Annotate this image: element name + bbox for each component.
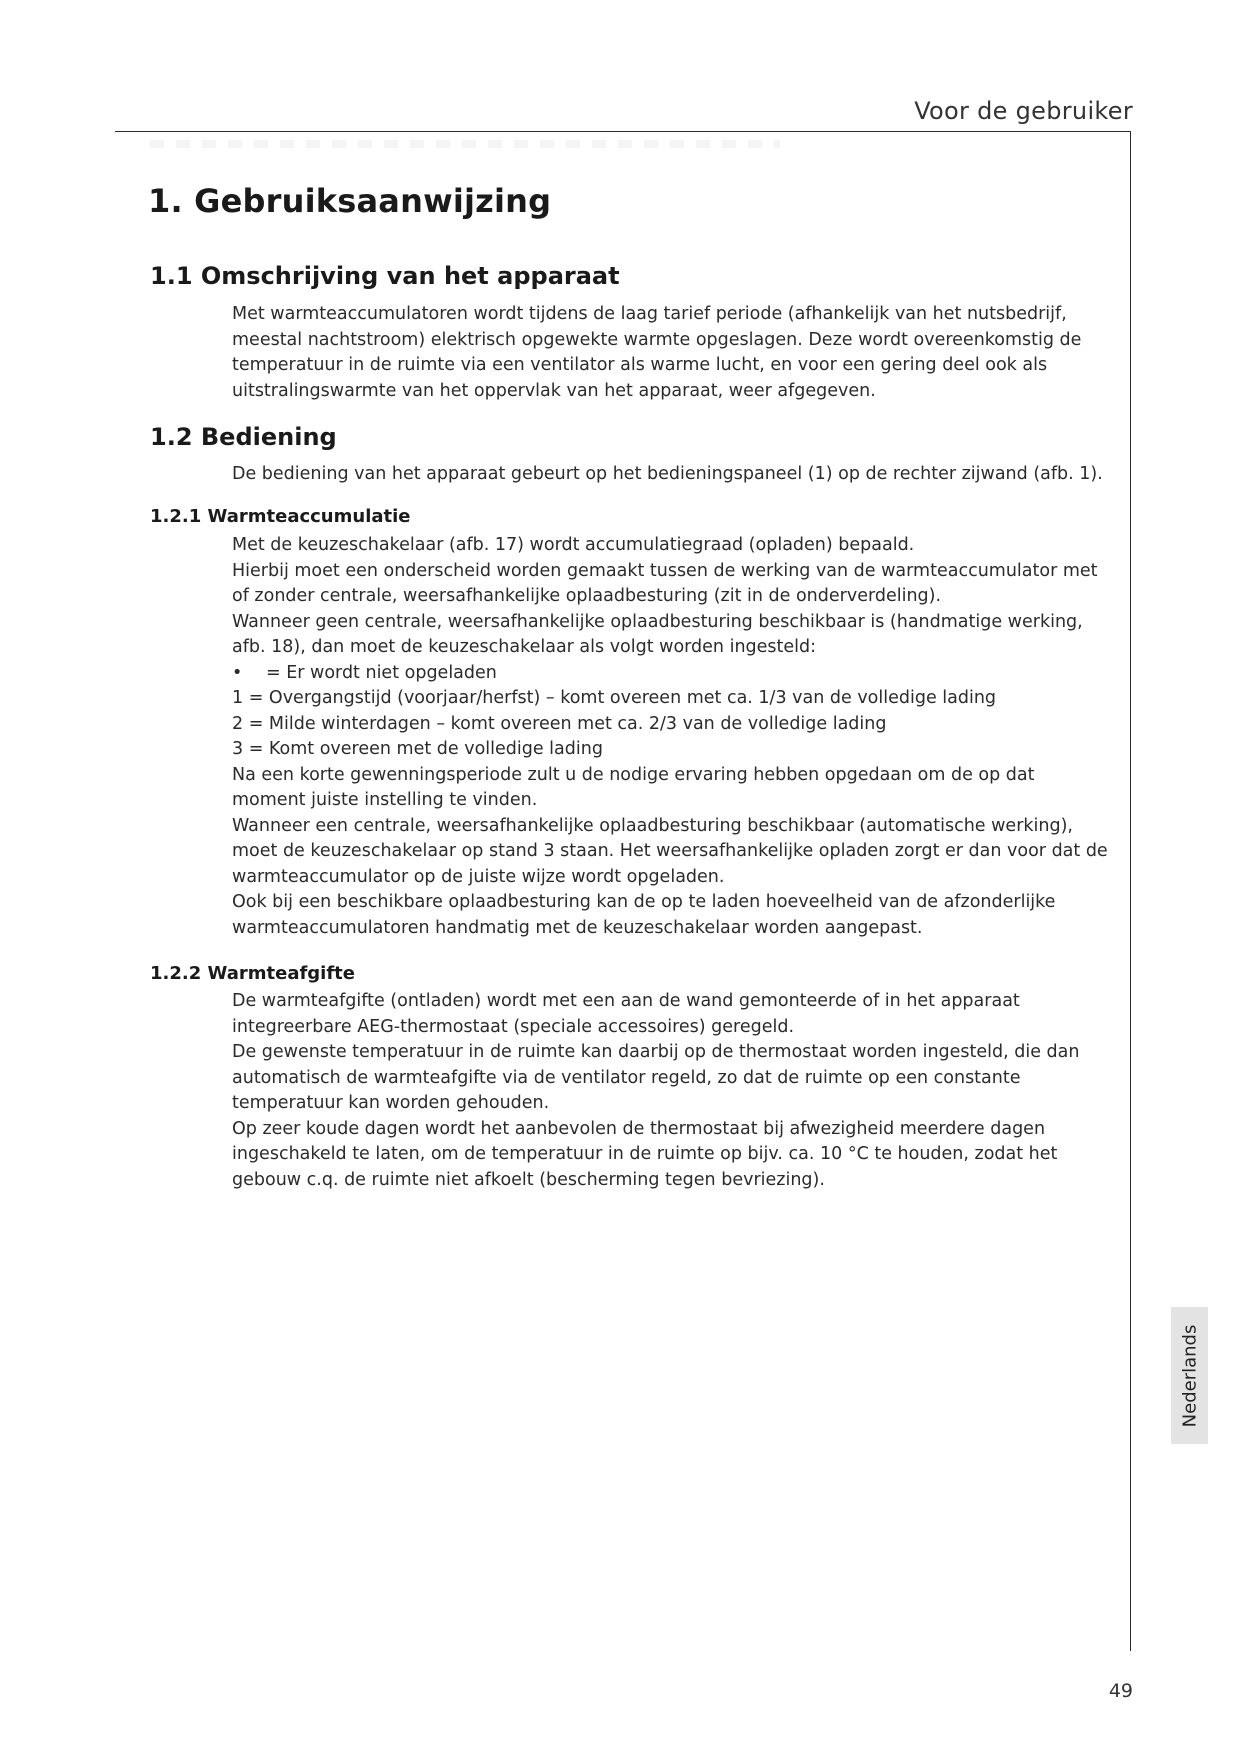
text-line: Met de keuzeschakelaar (afb. 17) wordt accumulatiegraad (opladen) bepaald. — [232, 535, 915, 555]
text-line: afb. 18), dan moet de keuzeschakelaar als volgt worden ingesteld: — [232, 637, 817, 657]
text-line: Wanneer geen centrale, weersafhankelijke oplaadbesturing beschikbaar is (handmatige werking, — [232, 611, 1083, 632]
section-1-2-1-heading: 1.2.1 Warmteaccumulatie — [150, 506, 411, 527]
section-1-1-body — [232, 302, 1081, 404]
margin-rule — [1130, 131, 1131, 1651]
text-line: Hierbij moet een onderscheid worden gemaakt tussen de werking van de warmteaccumulator met — [232, 560, 1098, 581]
bullet-symbol: • — [232, 662, 243, 683]
text-line: De bediening van het apparaat gebeurt op het bedieningspaneel (1) op de rechter zijwand (afb. 1). — [232, 464, 1103, 484]
text-line: automatisch de warmteafgifte via de ventilator regeld, zo dat de ruimte op een constante — [232, 1067, 1021, 1088]
text-line: temperatuur kan worden gehouden. — [232, 1093, 550, 1113]
text-line: gebouw c.q. de ruimte niet afkoelt (bescherming tegen bevriezing). — [232, 1169, 825, 1190]
chapter-title: 1. Gebruiksaanwijzing — [148, 182, 552, 220]
running-header-title: Voor de gebruiker — [914, 97, 1133, 125]
text-line: 2 = Milde winterdagen – komt overeen met ca. 2/3 van de volledige lading — [232, 713, 887, 734]
text-line: warmteaccumulator op de juiste wijze wordt opgeladen. — [232, 866, 725, 887]
text-line: Op zeer koude dagen wordt het aanbevolen de thermostaat bij afwezigheid meerdere dagen — [232, 1118, 1046, 1139]
language-tab — [1171, 1307, 1208, 1444]
text-line: 1 = Overgangstijd (voorjaar/herfst) – komt overeen met ca. 1/3 van de volledige lading — [232, 688, 997, 708]
language-tab-label: Nederlands — [1179, 1324, 1200, 1427]
section-1-2-1-body — [232, 533, 1108, 941]
text-line: Ook bij een beschikbare oplaadbesturing kan de op te laden hoeveelheid van de afzonderlijke — [232, 892, 1056, 912]
scan-artifact — [150, 140, 780, 148]
text-line: De gewenste temperatuur in de ruimte kan daarbij op de thermostaat worden ingesteld, die dan — [232, 1042, 1080, 1062]
section-1-2-2-body — [232, 989, 1079, 1193]
text-line: ingeschakeld te laten, om de temperatuur in de ruimte op bijv. ca. 10 °C te houden, zodat het — [232, 1144, 1058, 1164]
text-line: integreerbare AEG-thermostaat (speciale accessoires) geregeld. — [232, 1016, 795, 1037]
section-1-2-heading: 1.2 Bediening — [150, 423, 337, 451]
section-1-2-body — [232, 462, 1103, 488]
text-line: warmteaccumulatoren handmatig met de keuzeschakelaar worden aangepast. — [232, 917, 923, 938]
header-rule — [115, 131, 1131, 132]
text-line: of zonder centrale, weersafhankelijke oplaadbesturing (zit in de onderverdeling). — [232, 586, 942, 606]
text-line: temperatuur in de ruimte via een ventilator als warme lucht, en voor een gering deel ook als — [232, 355, 1048, 375]
bullet-line — [232, 661, 1108, 687]
text-line: Met warmteaccumulatoren wordt tijdens de laag tarief periode (afhankelijk van het nutsbedrijf, — [232, 304, 1067, 324]
section-1-1-heading: 1.1 Omschrijving van het apparaat — [150, 262, 620, 290]
page-number: 49 — [1108, 1680, 1133, 1702]
section-1-2-2-heading: 1.2.2 Warmteafgifte — [150, 963, 355, 984]
text-line: Wanneer een centrale, weersafhankelijke oplaadbesturing beschikbaar (automatische werking), — [232, 815, 1073, 836]
text-line: De warmteafgifte (ontladen) wordt met een aan de wand gemonteerde of in het apparaat — [232, 991, 1020, 1011]
bullet-text: = Er wordt niet opgeladen — [266, 662, 497, 683]
text-line: Na een korte gewenningsperiode zult u de nodige ervaring hebben opgedaan om de op dat — [232, 764, 1035, 785]
text-line: moment juiste instelling te vinden. — [232, 790, 538, 810]
text-line: moet de keuzeschakelaar op stand 3 staan. Het weersafhankelijke opladen zorgt er dan voor dat de — [232, 841, 1108, 861]
text-line: meestal nachtstroom) elektrisch opgewekte warmte opgeslagen. Deze wordt overeenkomstig de — [232, 329, 1082, 350]
text-line: 3 = Komt overeen met de volledige lading — [232, 739, 603, 759]
text-line: uitstralingswarmte van het oppervlak van het apparaat, weer afgegeven. — [232, 380, 876, 401]
